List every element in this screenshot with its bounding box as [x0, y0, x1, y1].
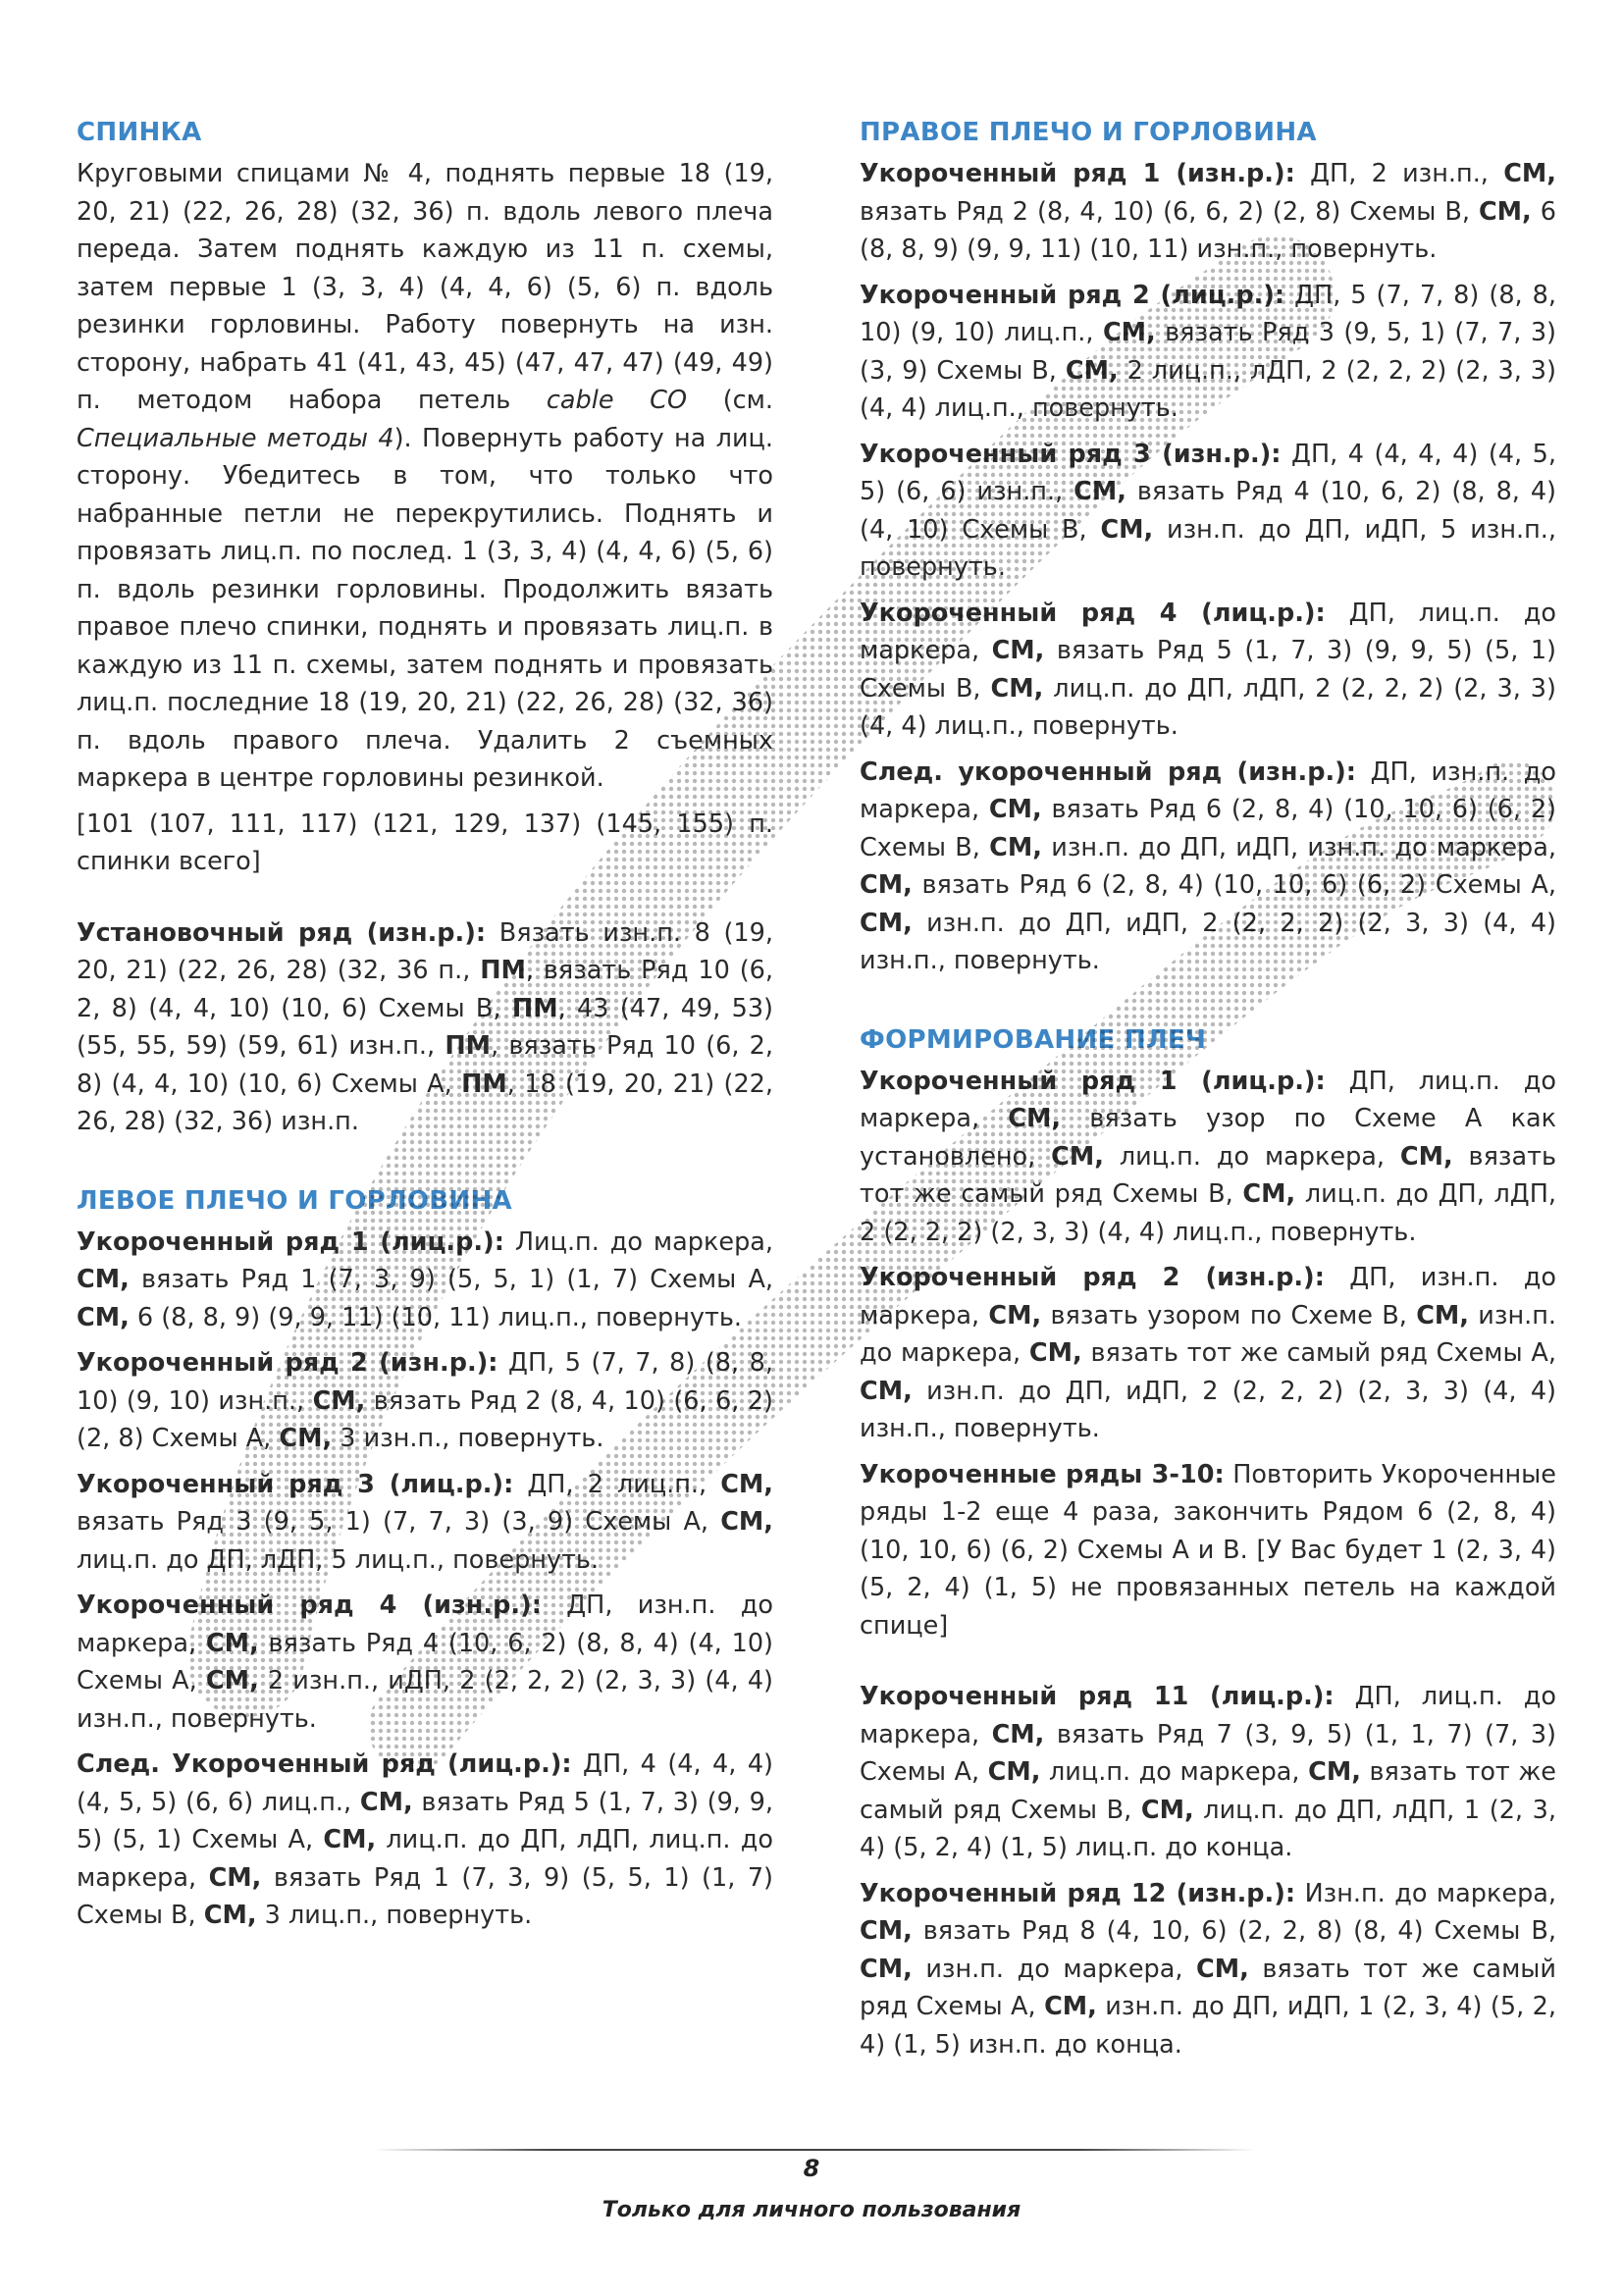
right-column — [860, 116, 1556, 2071]
paragraph-right-row-2: Укороченный ряд 2 (лиц.р.): ДП, 5 (7, 7, 8) (8, 8, 10) (9, 10) лиц.п., СМ, вязать Ряд 3 (9, 5, 1) (7, 7, 3) (3, 9) Схемы В, СМ, 2 лиц.п., лДП, 2 (2, 2, 2) (2, 3, 3) (4, 4) лиц.п., повернуть. — [860, 280, 1556, 423]
paragraph-left-next-row: След. Укороченный ряд (лиц.р.): ДП, 4 (4, 4, 4) (4, 5, 5) (6, 6) лиц.п., СМ, вязать Ряд 5 (1, 7, 3) (9, 9, 5) (5, 1) Схемы А, СМ, лиц.п. до ДП, лДП, лиц.п. до маркера, СМ, вязать Ряд 1 (7, 3, 9) (5, 5, 1) (1, 7) Схемы В, СМ, 3 лиц.п., повернуть. — [77, 1749, 774, 1930]
paragraph-shaping-row-11: Укороченный ряд 11 (лиц.р.): ДП, лиц.п. до маркера, СМ, вязать Ряд 7 (3, 9, 5) (1, 1, 7) (7, 3) Схемы А, СМ, лиц.п. до маркера, СМ, вязать тот же самый ряд Схемы В, СМ, лиц.п. до ДП, лДП, 1 (2, 3, 4) (5, 2, 4) (1, 5) лиц.п. до конца. — [860, 1682, 1557, 1862]
paragraph-shaping-rows-3-10: Укороченные ряды 3-10: Повторить Укороченные ряды 1-2 еще 4 раза, закончить Рядом 6 (2, 8, 4) (10, 10, 6) (6, 2) Схемы А и В. [У Вас будет 1 (2, 3, 4) (5, 2, 4) (1, 5) не провязанных петель на каждой спице] — [860, 1459, 1556, 1641]
paragraph-left-row-4: Укороченный ряд 4 (изн.р.): ДП, изн.п. до маркера, СМ, вязать Ряд 4 (10, 6, 2) (8, 8, 4) (4, 10) Схемы А, СМ, 2 изн.п., иДП, 2 (2, 2, 2) (2, 3, 3) (4, 4) изн.п., повернуть. — [77, 1591, 773, 1734]
paragraph-shaping-row-12: Укороченный ряд 12 (изн.р.): Изн.п. до маркера, СМ, вязать Ряд 8 (4, 10, 6) (2, 2, 8) (8, 4) Схемы В, СМ, изн.п. до маркера, СМ, вязать тот же самый ряд Схемы А, СМ, изн.п. до ДП, иДП, 1 (2, 3, 4) (5, 2, 4) (1, 5) изн.п. до конца. — [860, 1878, 1557, 2060]
paragraph-left-row-1: Укороченный ряд 1 (лиц.р.): Лиц.п. до маркера, СМ, вязать Ряд 1 (7, 3, 9) (5, 5, 1) (1, 7) Схемы А, СМ, 6 (8, 8, 9) (9, 9, 11) (10, 11) лиц.п., повернуть. — [77, 1226, 773, 1332]
left-column — [77, 116, 773, 1943]
footer-note: Только для личного пользования — [602, 2198, 1021, 2222]
paragraph-right-row-4: Укороченный ряд 4 (лиц.р.): ДП, лиц.п. до маркера, СМ, вязать Ряд 5 (1, 7, 3) (9, 9, 5) (5, 1) Схемы В, СМ, лиц.п. до ДП, лДП, 2 (2, 2, 2) (2, 3, 3) (4, 4) лиц.п., повернуть. — [860, 598, 1556, 741]
paragraph-setup-row: Установочный ряд (изн.р.): Вязать изн.п. 8 (19, 20, 21) (22, 26, 28) (32, 36 п., ПМ, вязать Ряд 10 (6, 2, 8) (4, 4, 10) (10, 6) Схемы В, ПМ, 43 (47, 49, 53) (55, 55, 59) (59, 61) изн.п., ПМ, вязать Ряд 10 (6, 2, 8) (4, 4, 10) (10, 6) Схемы А, ПМ, 18 (19, 20, 21) (22, 26, 28) (32, 36) изн.п. — [77, 917, 773, 1136]
paragraph-right-row-3: Укороченный ряд 3 (изн.р.): ДП, 4 (4, 4, 4) (4, 5, 5) (6, 6) изн.п., СМ, вязать Ряд 4 (10, 6, 2) (8, 8, 4) (4, 10) Схемы В, СМ, изн.п. до ДП, иДП, 5 изн.п., повернуть. — [860, 439, 1556, 582]
paragraph-shaping-row-1: Укороченный ряд 1 (лиц.р.): ДП, лиц.п. до маркера, СМ, вязать узор по Схеме А как установлено, СМ, лиц.п. до маркера, СМ, вязать тот же самый ряд Схемы В, СМ, лиц.п. до ДП, лДП, 2 (2, 2, 2) (2, 3, 3) (4, 4) лиц.п., повернуть. — [860, 1066, 1556, 1247]
paragraph-back-instructions: Круговыми спицами № 4, поднять первые 18 (19, 20, 21) (22, 26, 28) (32, 36) п. вдоль левого плеча переда. Затем поднять каждую из 11 п. схемы, затем первые 1 (3, 3, 4) (4, 4, 6) (5, 6) п. вдоль резинки горловины. Работу повернуть на изн. сторону, набрать 41 (41, 43, 45) (47, 47, 47) (49, 49) п. методом набора петель cable CO (см. Специальные методы 4). Повернуть работу на лиц. сторону. Убедитесь в том, что только что набранные петли не перекрутились. Поднять и провязать лиц.п. по послед. 1 (3, 3, 4) (4, 4, 6) (5, 6) п. вдоль резинки горловины. Продолжить вязать правое плечо спинки, поднять и провязать лиц.п. в каждую из 11 п. схемы, затем поднять и провязать лиц.п. последние 18 (19, 20, 21) (22, 26, 28) (32, 36) п. вдоль правого плеча. Удалить 2 съемных маркера в центре горловины резинкой. — [77, 159, 774, 793]
paragraph-shaping-row-2: Укороченный ряд 2 (изн.р.): ДП, изн.п. до маркера, СМ, вязать узором по Схеме В, СМ, изн.п. до маркера, СМ, вязать тот же самый ряд Схемы А, СМ, изн.п. до ДП, иДП, 2 (2, 2, 2) (2, 3, 3) (4, 4) изн.п., повернуть. — [860, 1263, 1556, 1443]
paragraph-right-row-1: Укороченный ряд 1 (изн.р.): ДП, 2 изн.п., СМ, вязать Ряд 2 (8, 4, 10) (6, 6, 2) (2, 8) Схемы В, СМ, 6 (8, 8, 9) (9, 9, 11) (10, 11) изн.п., повернуть. — [860, 159, 1556, 264]
paragraph-back-total: [101 (107, 111, 117) (121, 129, 137) (145, 155) п. спинки всего] — [77, 809, 773, 876]
heading-left-shoulder: ЛЕВОЕ ПЛЕЧО И ГОРЛОВИНА — [77, 1185, 512, 1216]
heading-right-shoulder: ПРАВОЕ ПЛЕЧО И ГОРЛОВИНА — [860, 118, 1317, 147]
paragraph-left-row-3: Укороченный ряд 3 (лиц.р.): ДП, 2 лиц.п., СМ, вязать Ряд 3 (9, 5, 1) (7, 7, 3) (3, 9) Схемы А, СМ, лиц.п. до ДП, лДП, 5 лиц.п., повернуть. — [77, 1469, 773, 1575]
footer-divider — [373, 2149, 1256, 2151]
paragraph-right-next-row: След. укороченный ряд (изн.р.): ДП, изн.п. до маркера, СМ, вязать Ряд 6 (2, 8, 4) (10, 10, 6) (6, 2) Схемы В, СМ, изн.п. до ДП, иДП, изн.п. до маркера, СМ, вязать Ряд 6 (2, 8, 4) (10, 10, 6) (6, 2) Схемы А, СМ, изн.п. до ДП, иДП, 2 (2, 2, 2) (2, 3, 3) (4, 4) изн.п., повернуть. — [860, 757, 1556, 975]
paragraph-left-row-2: Укороченный ряд 2 (изн.р.): ДП, 5 (7, 7, 8) (8, 8, 10) (9, 10) изн.п., СМ, вязать Ряд 2 (8, 4, 10) (6, 6, 2) (2, 8) Схемы А, СМ, 3 изн.п., повернуть. — [77, 1348, 773, 1453]
heading-back: СПИНКА — [77, 118, 202, 147]
heading-shoulder-shaping: ФОРМИРОВАНИЕ ПЛЕЧ — [860, 1024, 1207, 1055]
page-number: 8 — [803, 2155, 820, 2182]
